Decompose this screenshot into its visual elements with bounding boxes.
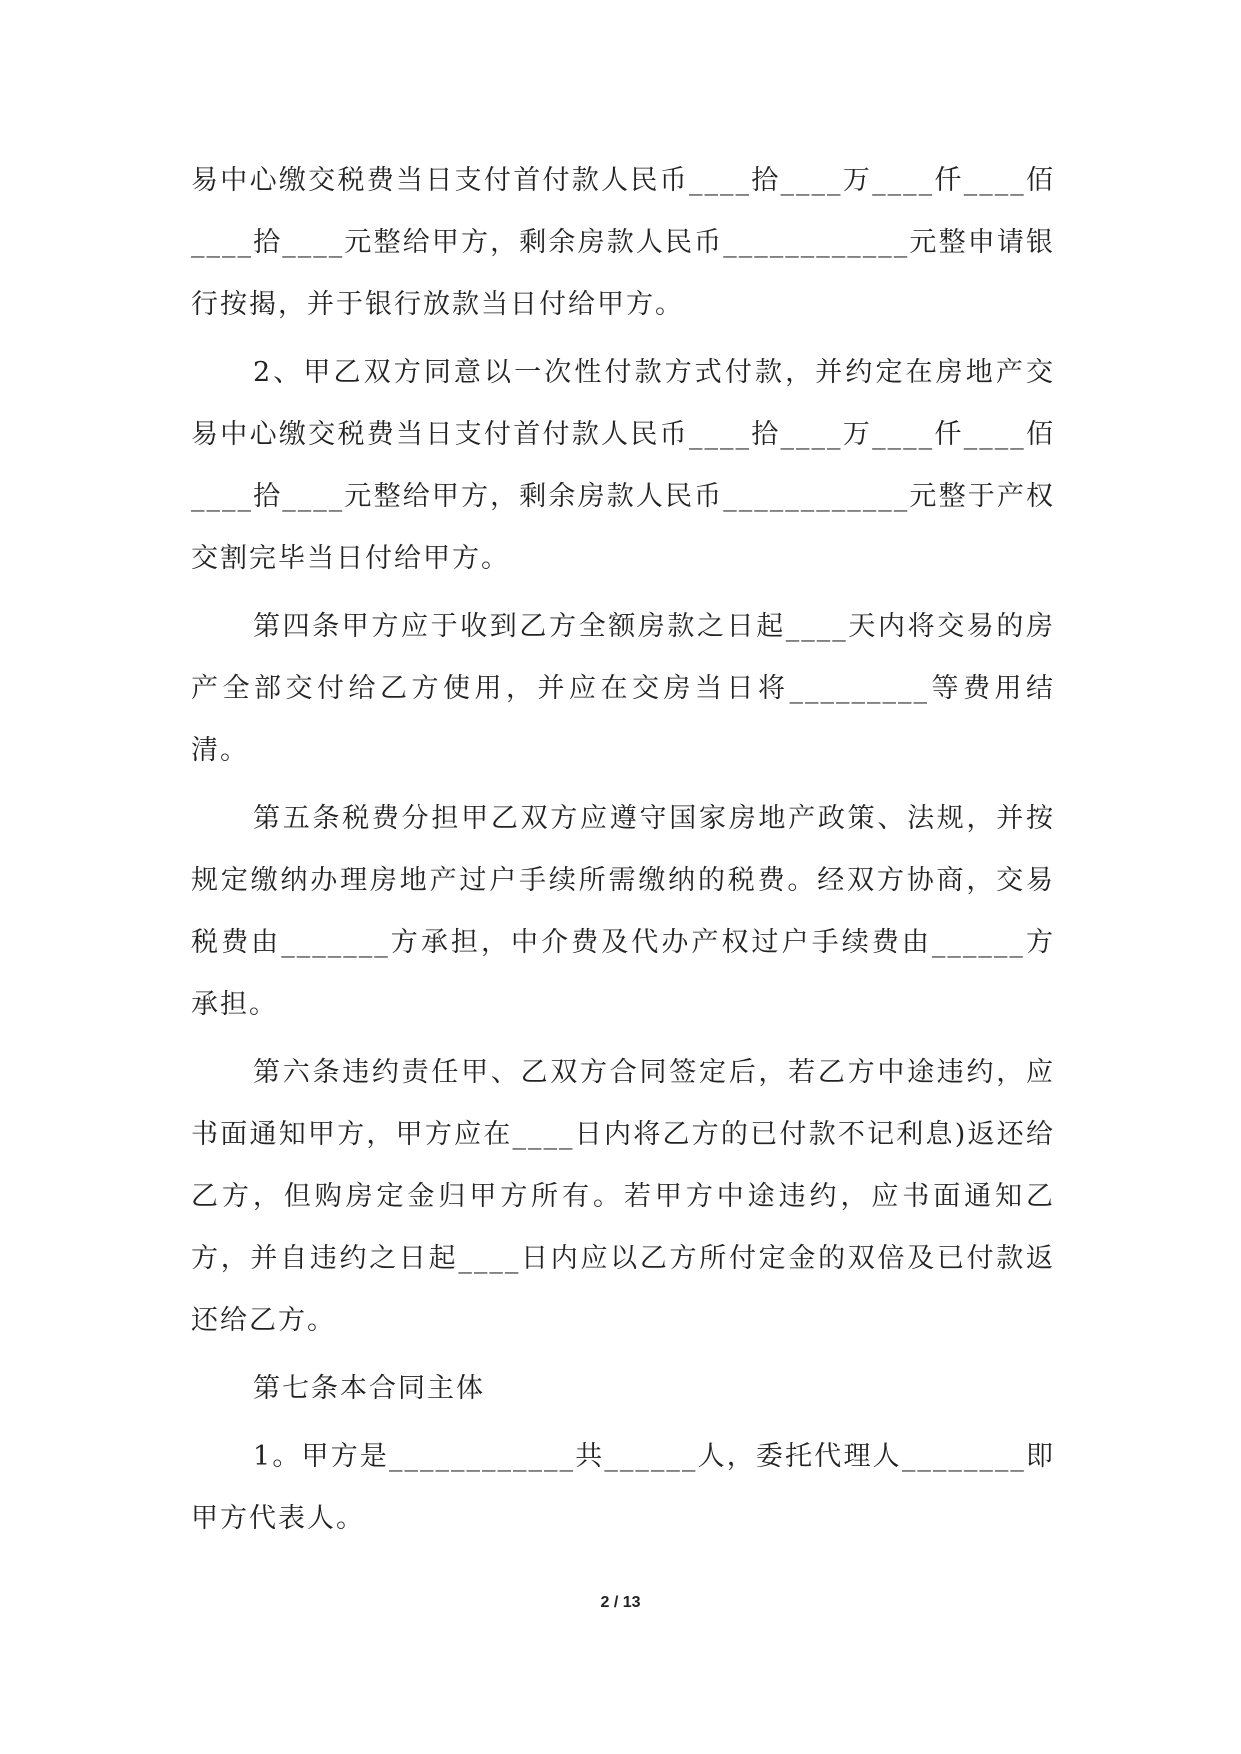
page-number: 2 / 13 bbox=[600, 1594, 641, 1611]
paragraph-article-7-item-1: 1。甲方是____________共______人，委托代理人________即甲方代表人。 bbox=[191, 1441, 1055, 1534]
document-body bbox=[191, 150, 1055, 1556]
paragraph-article-7-heading: 第七条本合同主体 bbox=[253, 1373, 485, 1404]
paragraph-payment-option-2: 2、甲乙双方同意以一次性付款方式付款，并约定在房地产交易中心缴交税费当日支付首付款人民币____拾____万____仟____佰____拾____元整给甲方，剩余房款人民币____________元整于产权交割完毕当日付给甲方。 bbox=[191, 357, 1055, 574]
paragraph-payment-option-1-continued: 易中心缴交税费当日支付首付款人民币____拾____万____仟____佰____拾____元整给甲方，剩余房款人民币____________元整申请银行按揭，并于银行放款当日付给甲方。 bbox=[191, 165, 1055, 320]
paragraph-article-6: 第六条违约责任甲、乙双方合同签定后，若乙方中途违约，应书面通知甲方，甲方应在____日内将乙方的已付款不记利息)返还给乙方，但购房定金归甲方所有。若甲方中途违约，应书面通知乙方，并自违约之日起____日内应以乙方所付定金的双倍及已付款返还给乙方。 bbox=[191, 1057, 1055, 1336]
paragraph-article-4: 第四条甲方应于收到乙方全额房款之日起____天内将交易的房产全部交付给乙方使用，并应在交房当日将_________等费用结清。 bbox=[191, 611, 1055, 766]
paragraph-article-5: 第五条税费分担甲乙双方应遵守国家房地产政策、法规，并按规定缴纳办理房地产过户手续所需缴纳的税费。经双方协商，交易税费由_______方承担，中介费及代办产权过户手续费由______方承担。 bbox=[191, 803, 1055, 1020]
